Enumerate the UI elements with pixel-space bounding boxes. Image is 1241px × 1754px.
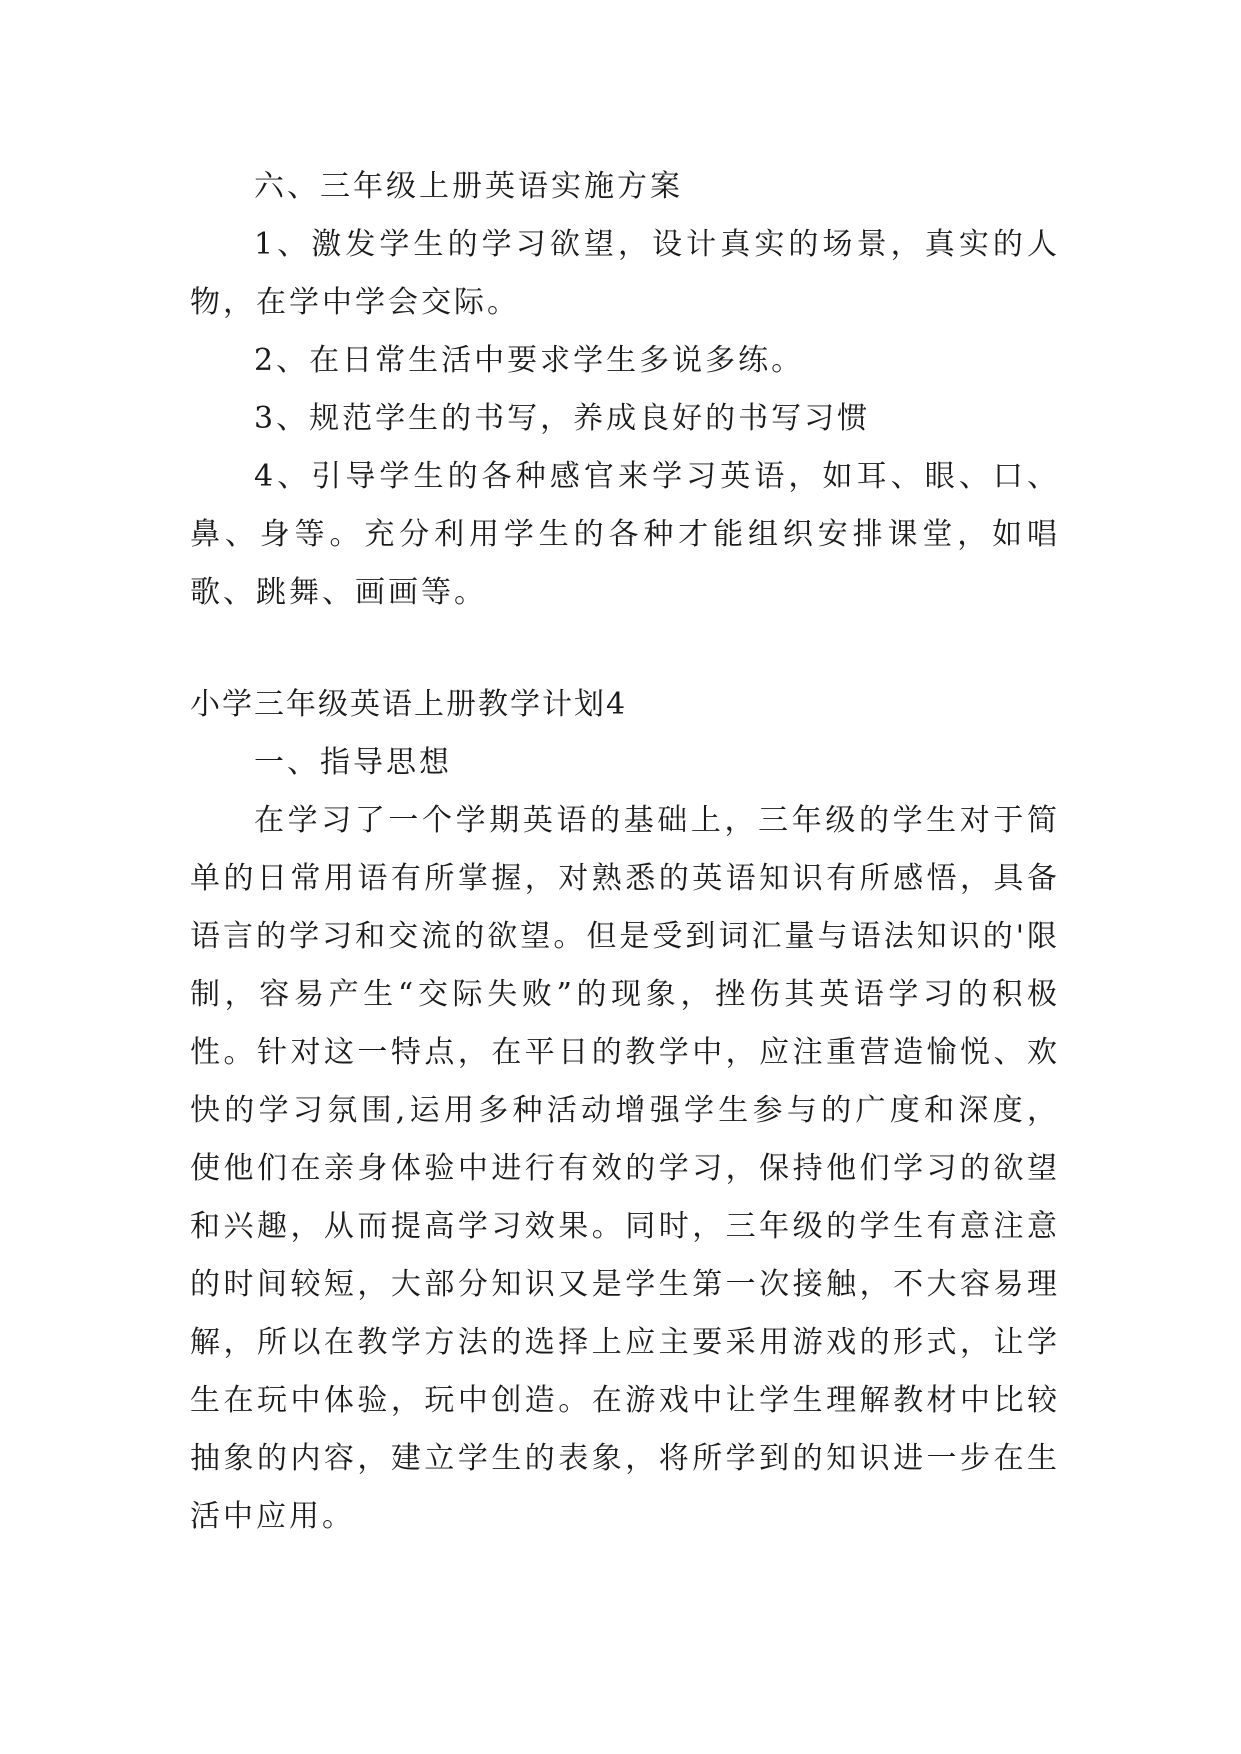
- guiding-thought-heading: 一、指导思想: [254, 745, 452, 780]
- teaching-plan-section: [190, 676, 1060, 1546]
- document-title: 小学三年级英语上册教学计划4: [190, 687, 628, 722]
- plan-item-1: 1、激发学生的学习欲望，设计真实的场景，真实的人物，在学中学会交际。: [190, 227, 1060, 320]
- plan-item-4: 4、引导学生的各种感官来学习英语，如耳、眼、口、鼻、身等。充分利用学生的各种才能组织安排课堂，如唱歌、跳舞、画画等。: [190, 459, 1060, 610]
- guiding-thought-body: 在学习了一个学期英语的基础上，三年级的学生对于简单的日常用语有所掌握，对熟悉的英语知识有所感悟，具备语言的学习和交流的欲望。但是受到词汇量与语法知识的'限制，容易产生“交际失败”的现象，挫伤其英语学习的积极性。针对这一特点，在平日的教学中，应注重营造愉悦、欢快的学习氛围,运用多种活动增强学生参与的广度和深度，使他们在亲身体验中进行有效的学习，保持他们学习的欲望和兴趣，从而提高学习效果。同时，三年级的学生有意注意的时间较短，大部分知识又是学生第一次接触，不大容易理解，所以在教学方法的选择上应主要采用游戏的形式，让学生在玩中体验，玩中创造。在游戏中让学生理解教材中比较抽象的内容，建立学生的表象，将所学到的知识进一步在生活中应用。: [190, 803, 1060, 1534]
- plan-item-3: 3、规范学生的书写，养成良好的书写习惯: [254, 401, 871, 436]
- plan-item-2: 2、在日常生活中要求学生多说多练。: [254, 343, 805, 378]
- section-heading: 六、三年级上册英语实施方案: [254, 169, 683, 204]
- implementation-plan-section: [190, 158, 1060, 622]
